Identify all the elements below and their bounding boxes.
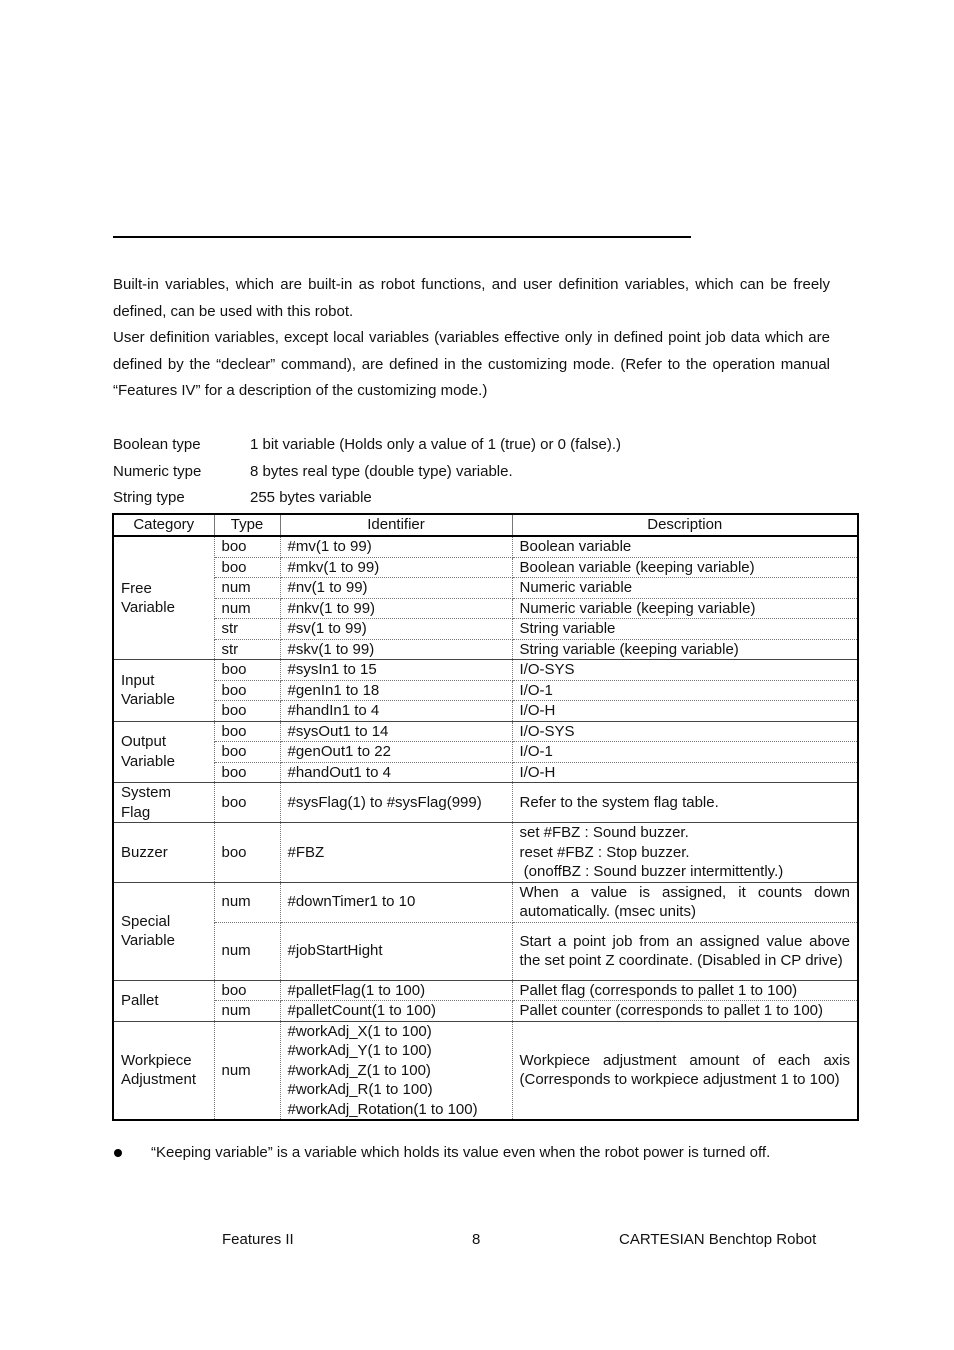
type-definitions <box>113 432 621 512</box>
identifier-line: #skv(1 to 99) <box>287 640 375 658</box>
identifier-line: #genIn1 to 18 <box>287 681 380 699</box>
column-header: Identifier <box>280 514 512 536</box>
category-line: Variable <box>121 599 175 616</box>
category-line: Workpiece <box>121 1051 192 1069</box>
type-row <box>113 459 621 486</box>
description-line: I/O-SYS <box>519 661 575 678</box>
column-header: Category <box>113 514 214 536</box>
identifier-cell <box>280 619 512 640</box>
identifier-cell <box>280 980 512 1001</box>
identifier-cell <box>280 536 512 557</box>
identifier-line: #handIn1 to 4 <box>287 702 380 719</box>
type-description: 1 bit variable (Holds only a value of 1 (true) or 0 (false).) <box>250 436 621 453</box>
type-cell: boo <box>214 823 280 883</box>
intro-paragraph: User definition variables, except local variables (variables effective only in defined point job data which are defined by the “declear” command), are defined in the customizing mode. (Refer to the operation manual “Features IV” for a description of the customizing mode.) <box>113 329 830 399</box>
description-cell <box>512 536 858 557</box>
column-header: Description <box>512 514 858 536</box>
category-line: Input <box>121 671 155 689</box>
description-line: String variable <box>519 620 616 637</box>
identifier-cell <box>280 598 512 619</box>
identifier-line: #workAdj_R(1 to 100) <box>287 1081 433 1098</box>
description-line: reset #FBZ : Stop buzzer. <box>519 843 690 861</box>
category-cell <box>113 721 214 783</box>
identifier-line: #sysFlag(1) to #sysFlag(999) <box>287 793 482 811</box>
type-description: 255 bytes variable <box>250 489 372 506</box>
description-cell <box>512 639 858 660</box>
table-row <box>113 1001 858 1022</box>
identifier-line: #sysOut1 to 14 <box>287 722 389 740</box>
type-cell: num <box>214 882 280 922</box>
table-row <box>113 598 858 619</box>
category-cell <box>113 823 214 883</box>
table-body <box>113 536 858 1120</box>
type-cell: boo <box>214 783 280 823</box>
category-cell <box>113 1021 214 1120</box>
type-cell: boo <box>214 742 280 763</box>
description-cell <box>512 882 858 922</box>
type-name: Boolean type <box>113 436 201 453</box>
description-cell <box>512 619 858 640</box>
description-line: I/O-1 <box>519 743 553 760</box>
description-line: Numeric variable (keeping variable) <box>519 599 756 617</box>
description-cell <box>512 660 858 681</box>
description-cell <box>512 922 858 980</box>
footnote <box>113 1142 770 1164</box>
table-header-row <box>113 514 858 536</box>
identifier-cell <box>280 922 512 980</box>
identifier-line: #jobStartHight <box>287 942 383 960</box>
identifier-cell <box>280 557 512 578</box>
description-cell <box>512 598 858 619</box>
description-cell <box>512 742 858 763</box>
category-line: Pallet <box>121 991 159 1009</box>
type-cell: boo <box>214 536 280 557</box>
description-cell <box>512 823 858 883</box>
type-cell: boo <box>214 701 280 722</box>
table-row <box>113 823 858 883</box>
identifier-line: #nv(1 to 99) <box>287 579 368 596</box>
table-row <box>113 742 858 763</box>
description-line: I/O-H <box>519 702 556 719</box>
description-line: Numeric variable <box>519 579 633 596</box>
type-description: 8 bytes real type (double type) variable. <box>250 462 513 480</box>
description-line: I/O-1 <box>519 681 553 699</box>
description-line: String variable (keeping variable) <box>519 640 739 658</box>
table-row <box>113 721 858 742</box>
description-line: Refer to the system flag table. <box>519 793 719 811</box>
table-row <box>113 639 858 660</box>
table-row <box>113 578 858 599</box>
description-cell <box>512 1021 858 1120</box>
type-cell: boo <box>214 557 280 578</box>
identifier-line: #workAdj_Y(1 to 100) <box>287 1042 432 1059</box>
description-cell <box>512 721 858 742</box>
description-line: set #FBZ : Sound buzzer. <box>519 824 689 841</box>
type-cell: boo <box>214 660 280 681</box>
variables-table <box>112 513 859 1121</box>
type-cell: str <box>214 639 280 660</box>
description-line: I/O-H <box>519 763 556 781</box>
identifier-line: #sysIn1 to 15 <box>287 661 377 678</box>
identifier-line: #downTimer1 to 10 <box>287 893 416 911</box>
table-row <box>113 701 858 722</box>
footnote-text: “Keeping variable” is a variable which holds its value even when the robot power is turned off. <box>151 1144 771 1161</box>
identifier-cell <box>280 701 512 722</box>
type-cell: num <box>214 1021 280 1120</box>
description-line: I/O-SYS <box>519 722 575 740</box>
table-row <box>113 882 858 922</box>
identifier-cell <box>280 742 512 763</box>
description-line: Pallet counter (corresponds to pallet 1 to 100) <box>519 1002 824 1019</box>
description-line: (onoffBZ : Sound buzzer intermittently.) <box>519 863 784 880</box>
category-cell <box>113 882 214 980</box>
identifier-cell <box>280 762 512 783</box>
description-cell <box>512 783 858 823</box>
intro-text <box>113 272 830 405</box>
table-row <box>113 1021 858 1120</box>
identifier-cell <box>280 1001 512 1022</box>
identifier-cell <box>280 680 512 701</box>
category-cell <box>113 783 214 823</box>
description-cell <box>512 762 858 783</box>
identifier-line: #workAdj_X(1 to 100) <box>287 1022 432 1040</box>
section-rule <box>113 236 691 238</box>
description-line: Pallet flag (corresponds to pallet 1 to 100) <box>519 981 798 999</box>
description-line: Boolean variable (keeping variable) <box>519 558 755 576</box>
description-cell <box>512 1001 858 1022</box>
identifier-line: #workAdj_Z(1 to 100) <box>287 1061 431 1079</box>
category-line: Variable <box>121 752 175 770</box>
type-cell: boo <box>214 721 280 742</box>
intro-paragraph: Built-in variables, which are built-in as robot functions, and user definition variables, which can be freely defined, can be used with this robot. <box>113 276 830 320</box>
table-row <box>113 680 858 701</box>
type-row <box>113 432 621 459</box>
description-cell <box>512 680 858 701</box>
identifier-cell <box>280 721 512 742</box>
category-cell <box>113 536 214 660</box>
category-line: Special <box>121 912 171 930</box>
identifier-line: #mv(1 to 99) <box>287 538 372 555</box>
category-line: Flag <box>121 803 151 821</box>
identifier-line: #nkv(1 to 99) <box>287 599 376 617</box>
type-cell: num <box>214 598 280 619</box>
identifier-line: #palletCount(1 to 100) <box>287 1002 436 1019</box>
type-cell: boo <box>214 680 280 701</box>
column-header: Type <box>214 514 280 536</box>
identifier-cell <box>280 783 512 823</box>
identifier-cell <box>280 639 512 660</box>
footer-right: CARTESIAN Benchtop Robot <box>619 1231 817 1248</box>
description-line: Boolean variable <box>519 538 632 555</box>
identifier-line: #genOut1 to 22 <box>287 743 391 760</box>
description-line: Workpiece adjustment amount of each axis (Corresponds to workpiece adjustment 1 to 100) <box>519 1051 850 1089</box>
type-cell: boo <box>214 762 280 783</box>
identifier-line: #palletFlag(1 to 100) <box>287 981 426 999</box>
table-row <box>113 557 858 578</box>
identifier-cell <box>280 578 512 599</box>
identifier-cell <box>280 1021 512 1120</box>
category-line: Output <box>121 733 167 751</box>
table-row <box>113 619 858 640</box>
footer-left: Features II <box>222 1231 294 1248</box>
table-row <box>113 762 858 783</box>
type-cell: num <box>214 578 280 599</box>
description-cell <box>512 980 858 1001</box>
description-line: Start a point job from an assigned value above the set point Z coordinate. (Disabled in CP drive) <box>519 932 850 969</box>
table-row <box>113 660 858 681</box>
identifier-line: #mkv(1 to 99) <box>287 558 380 576</box>
type-name: Numeric type <box>113 462 202 480</box>
table-row <box>113 783 858 823</box>
category-line: Variable <box>121 932 175 949</box>
category-cell <box>113 660 214 722</box>
identifier-line: #sv(1 to 99) <box>287 620 367 637</box>
type-row <box>113 485 621 512</box>
description-cell <box>512 701 858 722</box>
identifier-line: #workAdj_Rotation(1 to 100) <box>287 1100 478 1118</box>
page-number: 8 <box>472 1231 481 1248</box>
category-line: Adjustment <box>121 1071 197 1089</box>
table-row <box>113 980 858 1001</box>
description-cell <box>512 557 858 578</box>
description-line: When a value is assigned, it counts down automatically. (msec units) <box>519 883 850 920</box>
category-cell <box>113 980 214 1021</box>
description-cell <box>512 578 858 599</box>
identifier-line: #FBZ <box>287 843 325 861</box>
identifier-line: #handOut1 to 4 <box>287 763 391 781</box>
category-line: System <box>121 784 172 801</box>
identifier-cell <box>280 882 512 922</box>
type-name: String type <box>113 489 185 506</box>
category-line: Variable <box>121 691 175 709</box>
type-cell: num <box>214 922 280 980</box>
identifier-cell <box>280 823 512 883</box>
identifier-cell <box>280 660 512 681</box>
type-cell: boo <box>214 980 280 1001</box>
table-row <box>113 536 858 557</box>
table-row <box>113 922 858 980</box>
category-line: Free <box>121 579 152 597</box>
type-cell: str <box>214 619 280 640</box>
category-line: Buzzer <box>121 843 168 861</box>
type-cell: num <box>214 1001 280 1022</box>
bullet-icon <box>114 1149 122 1157</box>
